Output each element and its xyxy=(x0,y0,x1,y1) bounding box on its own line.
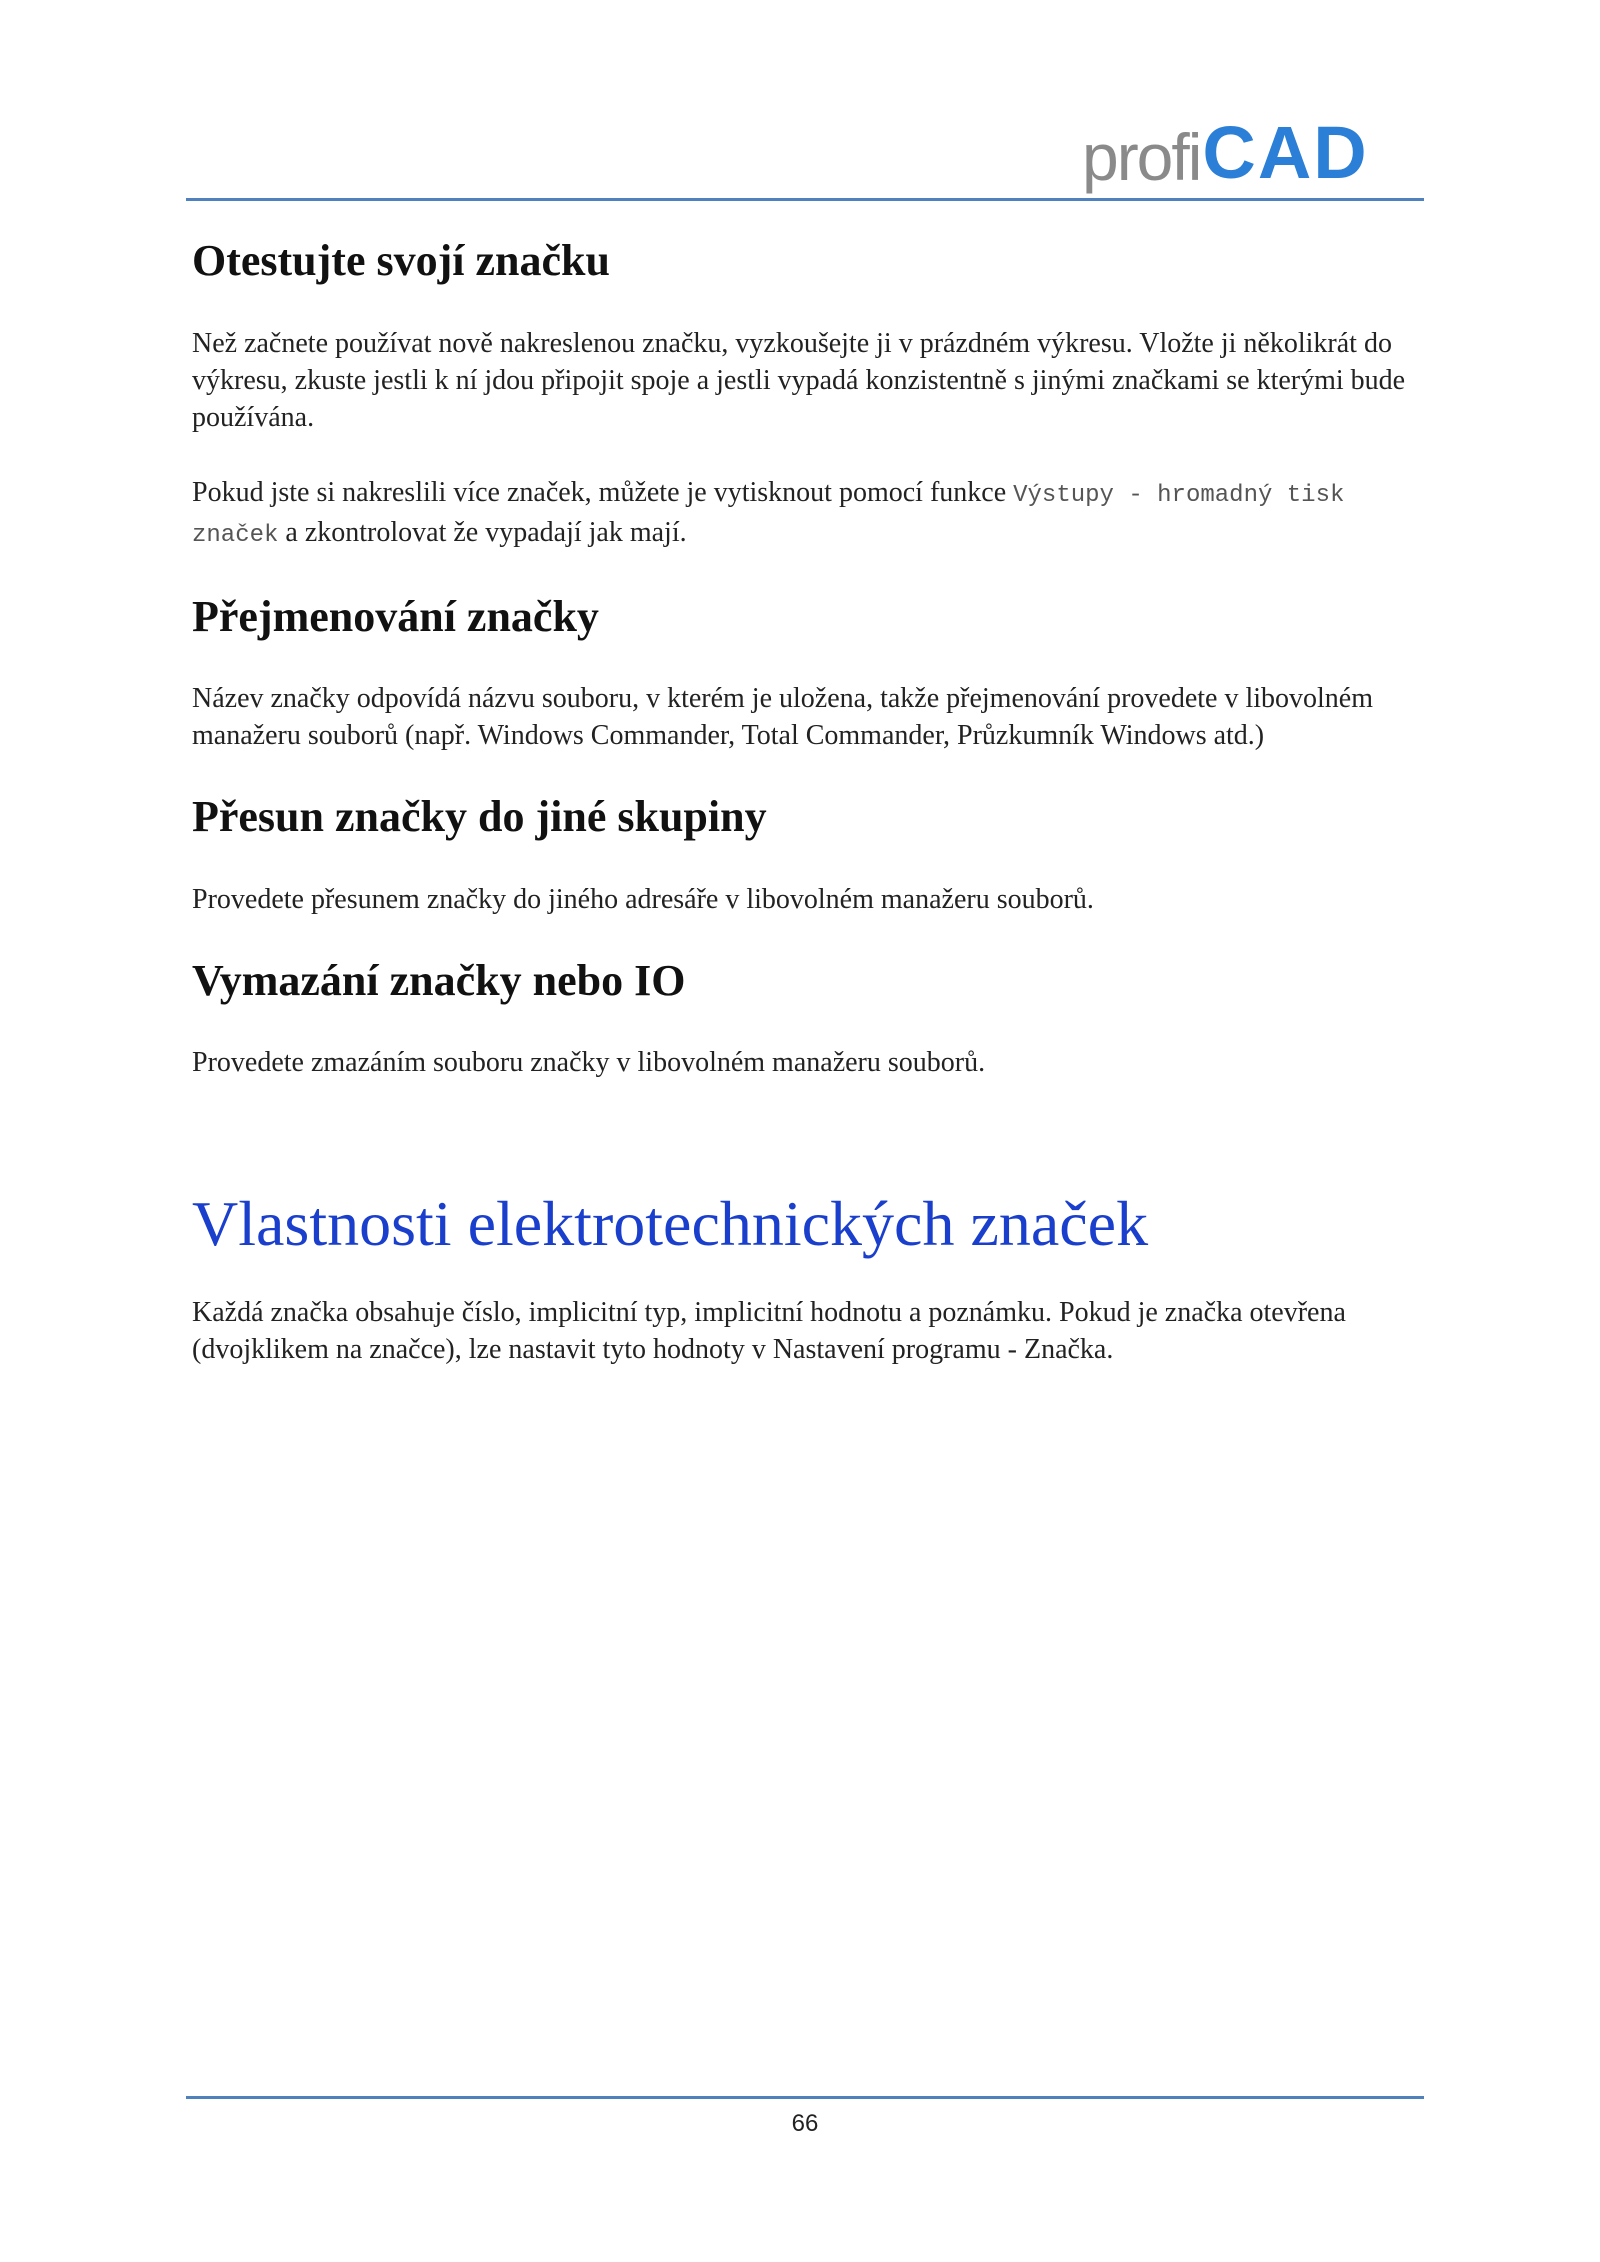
test-p2-after: a zkontrolovat že vypadají jak mají. xyxy=(278,516,687,548)
heading-test-symbol: Otestujte svojí značku xyxy=(192,236,610,285)
footer-rule xyxy=(186,2096,1424,2099)
heading-symbol-properties: Vlastnosti elektrotechnických značek xyxy=(192,1188,1149,1260)
header-rule xyxy=(186,198,1424,201)
logo-cad-text: CAD xyxy=(1202,111,1369,194)
test-p2-before: Pokud jste si nakreslili více značek, můžete je vytisknout pomocí funkce xyxy=(192,476,1014,508)
page-number: 66 xyxy=(791,2110,819,2137)
test-paragraph-1: Než začnete používat nově nakreslenou značku, vyzkoušejte ji v prázdném výkresu. Vložte ji několikrát do výkresu, zkuste jestli k ní jdou připojit spoje a jestli vypadá konzistentně s jinými značkami se kterými bude používána. xyxy=(192,327,1406,433)
section-gap xyxy=(192,1119,1422,1189)
delete-paragraph: Provedete zmazáním souboru značky v libovolném manažeru souborů. xyxy=(192,1047,986,1079)
test-paragraph-2 xyxy=(192,474,1422,554)
heading-delete-symbol: Vymazání značky nebo IO xyxy=(192,955,686,1005)
heading-move-symbol: Přesun značky do jiné skupiny xyxy=(192,792,767,842)
logo-profi-text: profi xyxy=(1082,120,1201,194)
move-paragraph: Provedete přesunem značky do jiného adresáře v libovolném manažeru souborů. xyxy=(192,883,1094,915)
page-content xyxy=(192,236,1422,1406)
proficad-logo xyxy=(1082,100,1369,194)
properties-paragraph: Každá značka obsahuje číslo, implicitní typ, implicitní hodnotu a poznámku. Pokud je značka otevřena (dvojklikem na značce), lze nastavit tyto hodnoty v Nastavení programu - Značka. xyxy=(192,1296,1346,1365)
rename-paragraph: Název značky odpovídá názvu souboru, v kterém je uložena, takže přejmenování provedete v libovolném manažeru souborů (např. Windows Commander, Total Commander, Průzkumník Windows atd.) xyxy=(192,683,1374,752)
menu-path-code: Výstupy - hromadný tisk značek xyxy=(192,481,1345,549)
heading-rename-symbol: Přejmenování značky xyxy=(192,591,599,641)
